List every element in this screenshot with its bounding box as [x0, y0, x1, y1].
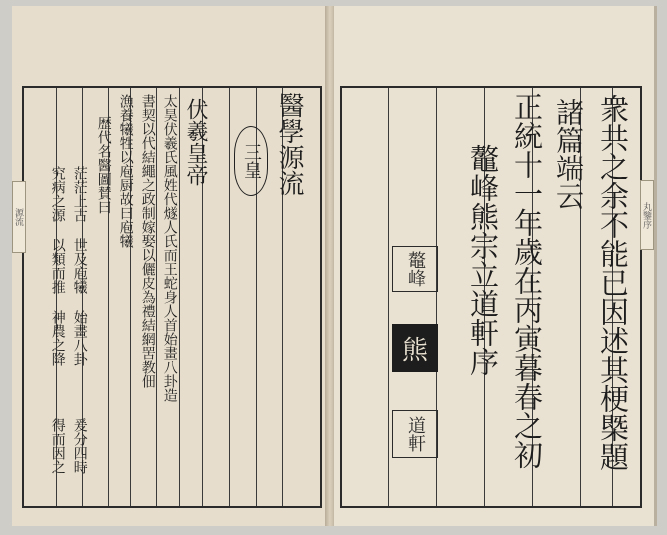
preface-signature: 鼇峰熊宗立道軒序 [466, 144, 500, 376]
entry-line-1: 太昊伏羲氏風姓代燧人氏而王蛇身人首始畫八卦造 [161, 94, 178, 402]
left-page [12, 6, 327, 526]
quote-line-3: 世及庖犧 [71, 238, 88, 294]
quote-line-4: 以類而推 [49, 238, 66, 294]
left-edge-tab: 源流 [12, 181, 26, 253]
quote-line-7: 爰分四時 [71, 418, 88, 474]
book [12, 6, 657, 526]
quote-line-1: 茫茫上古 [71, 166, 88, 222]
seal-daoxuan: 道軒 [392, 410, 438, 458]
entry-line-2: 書契以代結繩之政制嫁娶以儷皮為禮結網罟教佃 [139, 94, 156, 388]
quote-header: 歴代名醫圖賛曰 [95, 116, 112, 214]
quote-line-8: 得而因之 [49, 418, 66, 474]
preface-line-1: 衆共之余不能已因述其梗槩題 [596, 94, 630, 471]
right-edge-tab: 丸鑒序 [640, 180, 654, 250]
quote-line-5: 始畫八卦 [71, 310, 88, 366]
quote-line-2: 究病之源 [49, 166, 66, 222]
entry-line-3: 漁養犧牲以庖厨故曰庖犧 [117, 94, 134, 248]
sanhuang-cartouche [234, 126, 268, 196]
seal-aofeng: 鼇峰 [392, 246, 438, 292]
sanhuang-label: 三皇 [241, 143, 262, 179]
quote-line-6: 神農之降 [49, 310, 66, 366]
right-page [334, 6, 654, 526]
page-title: 醫學源流 [274, 92, 304, 196]
seal-xiong: 熊 [392, 324, 438, 372]
fuxi-heading: 伏羲皇帝 [183, 98, 208, 186]
preface-line-2: 諸篇端云 [552, 98, 585, 210]
preface-line-3: 正統十一年歲在丙寅暮春之初 [510, 92, 544, 469]
